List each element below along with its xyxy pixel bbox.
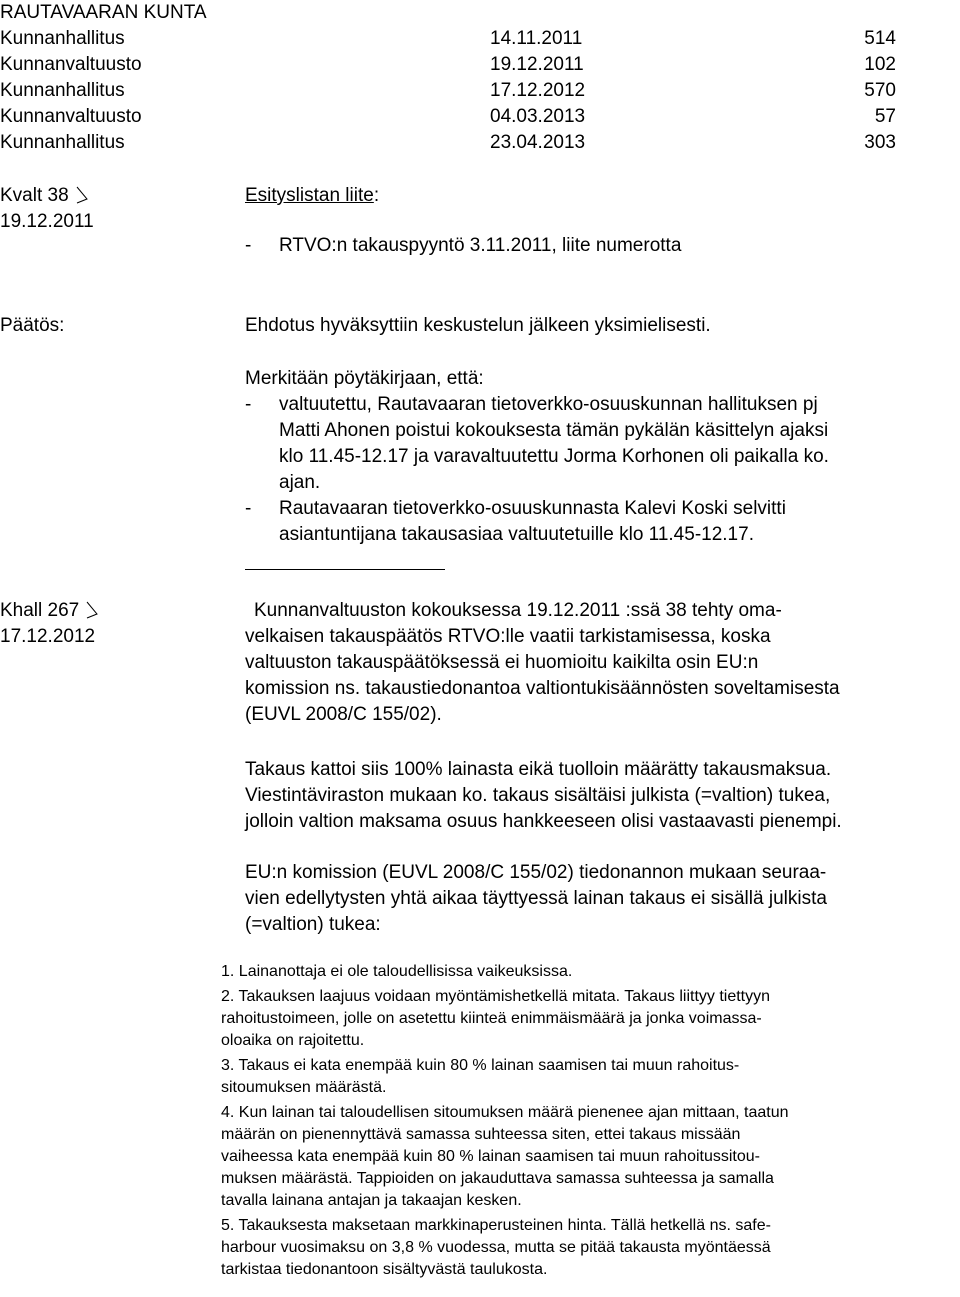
note-item: - valtuutettu, Rautavaaran tietoverkko-osuuskunnan hallituksen pj (245, 394, 818, 415)
meeting-number: 303 (864, 132, 896, 153)
list-item: 3. Takaus ei kata enempää kuin 80 % lainan saamisen tai muun rahoitus- (221, 1057, 740, 1074)
paragraph-line: (EUVL 2008/C 155/02). (245, 704, 442, 725)
list-item-line: tavalla lainana antajan ja takaajan kesken. (221, 1192, 522, 1209)
organization-name: RAUTAVAARAN KUNTA (0, 2, 207, 23)
list-item: 1. Lainanottaja ei ole taloudellisissa vaikeuksissa. (221, 963, 573, 980)
meeting-number: 514 (864, 28, 896, 49)
paragraph-line: jolloin valtion maksama osuus hankkeeseen olisi vastaavasti pienempi. (245, 811, 842, 832)
paragraph-line: Viestintäviraston mukaan ko. takaus sisältäisi julkista (=valtion) tukea, (245, 785, 831, 806)
note-line: Matti Ahonen poistui kokouksesta tämän pykälän käsittelyn ajaksi (279, 420, 829, 441)
meeting-row (0, 78, 960, 104)
meeting-number: 102 (864, 54, 896, 75)
section-reference-label: Khall 267 (0, 600, 80, 621)
note-line: Rautavaaran tietoverkko-osuuskunnasta Kalevi Koski selvitti (279, 498, 786, 519)
note-line: valtuutettu, Rautavaaran tietoverkko-osuuskunnan hallituksen pj (279, 394, 818, 415)
meeting-number: 57 (874, 106, 896, 127)
list-item-line: oloaika on rajoitettu. (221, 1032, 365, 1049)
meeting-row (0, 130, 960, 156)
paragraph-line: (=valtion) tukea: (245, 914, 381, 935)
divider (245, 569, 445, 570)
note-line: klo 11.45-12.17 ja varavaltuutettu Jorma Korhonen oli paikalla ko. (279, 446, 829, 467)
section-reference-label: Kvalt 38 (0, 185, 69, 206)
paragraph-line: velkaisen takauspäätös RTVO:lle vaatii tarkistamisessa, koska (245, 626, 771, 647)
section-reference-date: 19.12.2011 (0, 211, 94, 232)
list-item: 4. Kun lainan tai taloudellisen sitoumuksen määrä pienenee ajan mittaan, taatun (221, 1104, 789, 1121)
meeting-date: 23.04.2013 (490, 132, 586, 153)
attachment-item: - RTVO:n takauspyyntö 3.11.2011, liite numerotta (245, 235, 682, 256)
list-item-line: rahoitustoimeen, jolle on asetettu kiinteä enimmäismäärä ja jonka voimassa- (221, 1010, 762, 1027)
meeting-body: Kunnanhallitus (0, 80, 125, 101)
meeting-date: 14.11.2011 (490, 28, 583, 49)
section-reference-date: 17.12.2012 (0, 626, 96, 647)
meeting-date: 19.12.2011 (490, 54, 584, 75)
section-reference (0, 183, 89, 209)
attachment-heading-text: Esityslistan liite (245, 185, 374, 206)
meeting-body: Kunnanvaltuusto (0, 54, 142, 75)
meeting-row (0, 104, 960, 130)
section-marker-icon (75, 186, 89, 204)
list-item: 5. Takauksesta maksetaan markkinaperusteinen hinta. Tällä hetkellä ns. safe- (221, 1217, 771, 1234)
note-line: ajan. (279, 472, 321, 493)
list-item-line: tarkistaa tiedonantoon sisältyvästä taulukosta. (221, 1261, 548, 1278)
list-item-line: sitoumuksen määrästä. (221, 1079, 387, 1096)
paragraph-line: Takaus kattoi siis 100% lainasta eikä tuolloin määrätty takausmaksua. (245, 759, 832, 780)
list-item-line: harbour vuosimaksu on 3,8 % vuodessa, mutta se pitää takausta myöntäessä (221, 1239, 771, 1256)
meeting-row (0, 26, 960, 52)
meeting-date: 17.12.2012 (490, 80, 586, 101)
decision-text: Ehdotus hyväksyttiin keskustelun jälkeen yksimielisesti. (245, 315, 711, 336)
decision-label: Päätös: (0, 315, 65, 336)
list-item-line: määrän on pienennyttävä samassa suhteessa siten, ettei takaus missään (221, 1126, 741, 1143)
paragraph-line: vien edellytysten yhtä aikaa täyttyessä lainan takaus ei sisällä julkista (245, 888, 827, 909)
list-item-line: muksen määrästä. Tappioiden on jakauduttava samassa suhteessa ja samalla (221, 1170, 774, 1187)
list-item: 2. Takauksen laajuus voidaan myöntämishetkellä mitata. Takaus liittyy tiettyyn (221, 988, 771, 1005)
attachment-item-text: RTVO:n takauspyyntö 3.11.2011, liite numerotta (279, 235, 682, 256)
meeting-body: Kunnanhallitus (0, 28, 125, 49)
note-item: - Rautavaaran tietoverkko-osuuskunnasta Kalevi Koski selvitti (245, 498, 786, 519)
note-intro: Merkitään pöytäkirjaan, että: (245, 368, 484, 389)
meeting-body: Kunnanhallitus (0, 132, 125, 153)
list-item-line: vaiheessa kata enempää kuin 80 % lainan saamisen tai muun rahoitussitou- (221, 1148, 760, 1165)
meeting-number: 570 (864, 80, 896, 101)
meeting-body: Kunnanvaltuusto (0, 106, 142, 127)
section-reference (0, 598, 99, 624)
meeting-row (0, 52, 960, 78)
section-marker-icon (85, 601, 99, 619)
paragraph-line: EU:n komission (EUVL 2008/C 155/02) tiedonannon mukaan seuraa- (245, 862, 827, 883)
paragraph-line: valtuuston takauspäätöksessä ei huomioitu kaikilta osin EU:n (245, 652, 759, 673)
attachment-heading-colon: : (373, 185, 380, 206)
note-line: asiantuntijana takausasiaa valtuutetuille klo 11.45-12.17. (279, 524, 754, 545)
paragraph-line: komission ns. takaustiedonantoa valtiontukisäännösten soveltamisesta (245, 678, 840, 699)
paragraph-line: Kunnanvaltuuston kokouksessa 19.12.2011 :ssä 38 tehty oma- (254, 600, 782, 621)
meeting-date: 04.03.2013 (490, 106, 586, 127)
attachment-heading (245, 183, 379, 209)
